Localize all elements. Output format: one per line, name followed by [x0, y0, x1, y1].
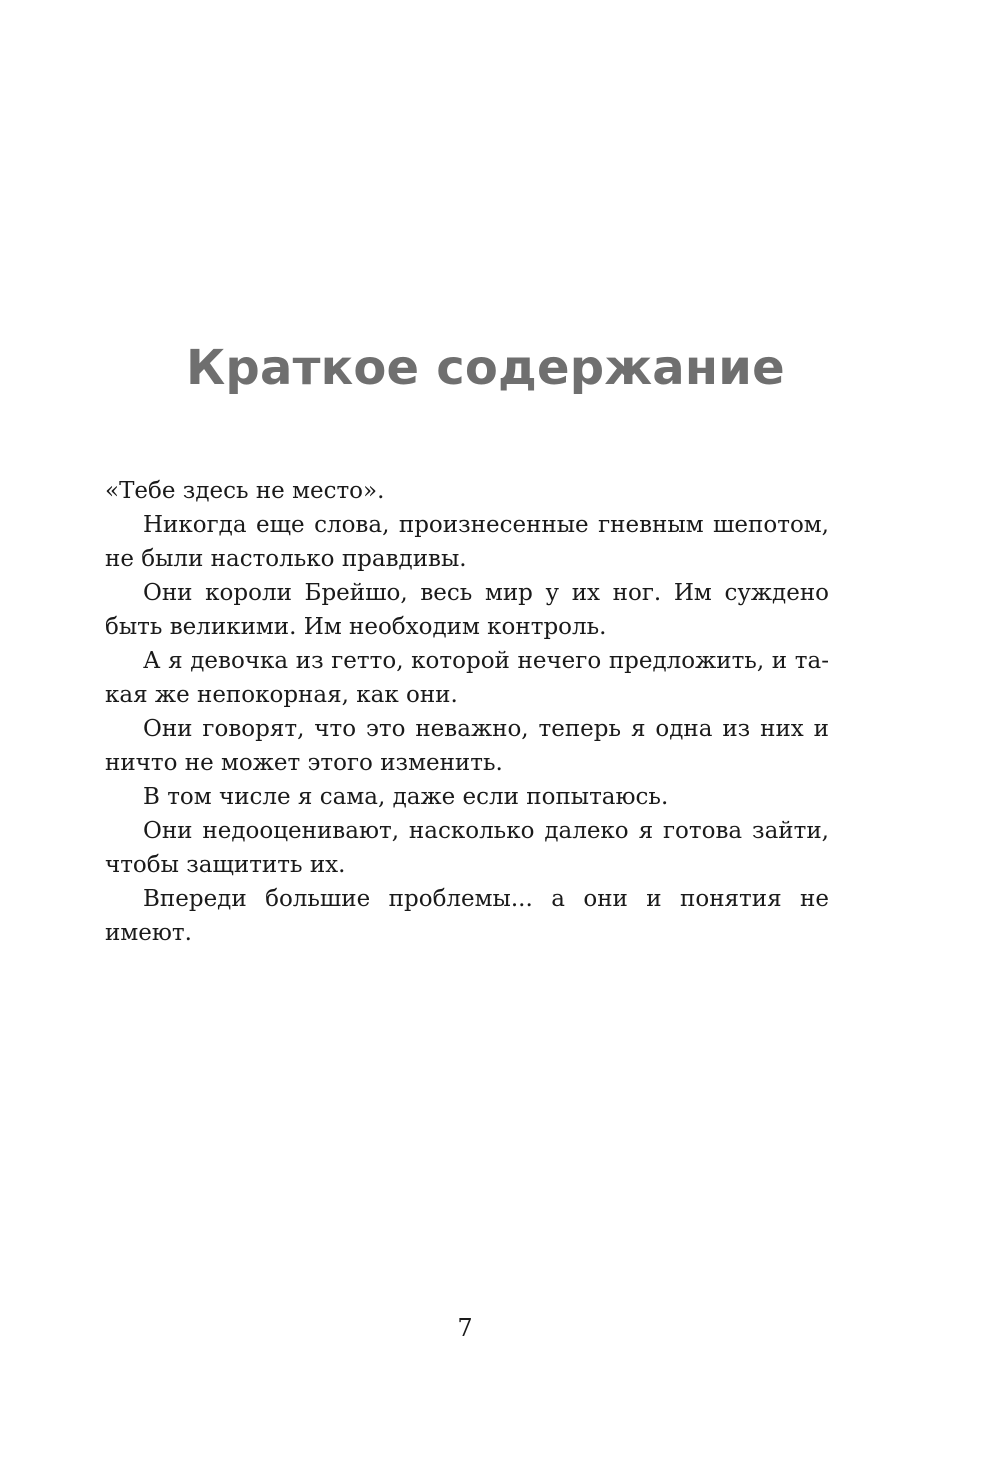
summary-text — [105, 474, 829, 950]
paragraph: Они говорят, что это неважно, теперь я одна из них и ничто не может этого изменить. — [105, 716, 829, 776]
paragraph: А я девочка из гетто, которой нечего предложить, и такая же непокорная, как они. — [105, 648, 829, 708]
page-number: 7 — [457, 1314, 473, 1342]
paragraph: Они короли Брейшо, весь мир у их ног. Им суждено быть великими. Им необходим контроль. — [105, 580, 829, 640]
chapter-title: Краткое содержание — [186, 340, 785, 396]
paragraph: В том числе я сама, даже если попытаюсь. — [143, 784, 669, 810]
paragraph: «Тебе здесь не место». — [105, 478, 385, 504]
paragraph: Впереди большие проблемы... а они и понятия не имеют. — [105, 886, 829, 946]
paragraph: Они недооценивают, насколько далеко я готова зайти, чтобы защитить их. — [105, 818, 829, 878]
paragraph: Никогда еще слова, произнесенные гневным шепотом, не были настолько правдивы. — [105, 512, 829, 572]
